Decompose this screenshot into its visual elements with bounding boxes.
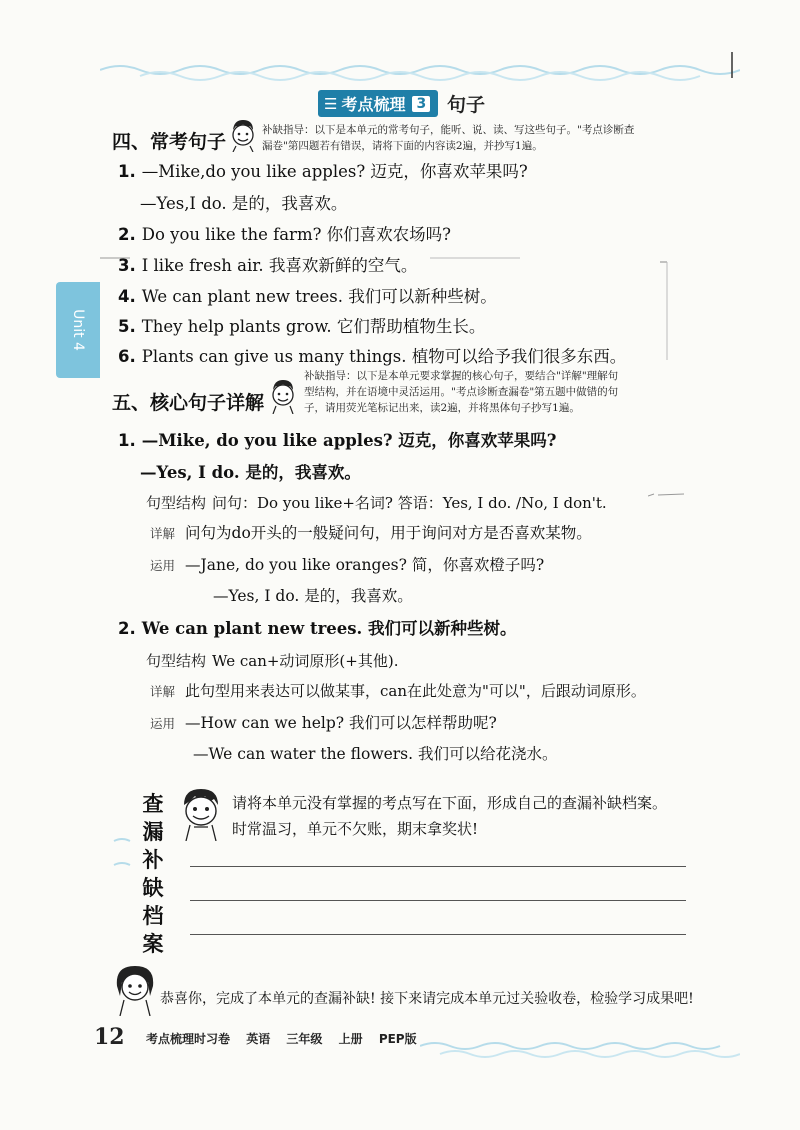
unit-side-tab[interactable] <box>56 282 100 378</box>
usage-example-answer: —We can water the flowers. 我们可以给花浇水。 <box>193 745 558 763</box>
list-item: 5. They help plants grow. 它们帮助植物生长。 <box>118 317 486 336</box>
check-gap-instruction: 请将本单元没有掌握的考点写在下面，形成自己的查漏补缺档案。 <box>232 794 668 812</box>
top-wave-decoration <box>100 52 740 82</box>
student-face-icon <box>228 118 258 152</box>
explanation: 详解 问句为do开头的一般疑问句，用于询问对方是否喜欢某物。 <box>150 524 592 542</box>
side-dash-decoration <box>112 835 136 875</box>
writing-line[interactable] <box>190 900 686 901</box>
scan-mark <box>648 490 688 500</box>
section-tag-label: 考点梳理 <box>341 95 406 114</box>
list-item: 4. We can plant new trees. 我们可以新种些树。 <box>118 287 497 306</box>
student-mascot-icon <box>178 785 224 841</box>
menu-lines-icon: ☰ <box>324 94 338 113</box>
sentence-structure: 句型结构 We can+动词原形(+其他). <box>146 652 399 670</box>
list-item: 2. Do you like the farm? 你们喜欢农场吗? <box>118 225 452 244</box>
list-item: —Yes,I do. 是的，我喜欢。 <box>140 194 348 213</box>
check-gap-motto: 时常温习，单元不欠账，期末拿奖状! <box>232 820 479 838</box>
list-item: 1. —Mike,do you like apples? 迈克，你喜欢苹果吗? <box>118 162 528 181</box>
usage-example-answer: —Yes, I do. 是的，我喜欢。 <box>213 587 413 605</box>
book-title: 考点梳理时习卷 <box>146 1032 231 1046</box>
section5-guide: 补缺指导：以下是本单元要求掌握的核心句子，要结合"详解"理解句 型结构，并在语境中灵活运用。"考点诊断查漏卷"第五题中做错的句 子，请用荧光笔标记出来，读2遍，并将黑体句子抄写1遍。 <box>304 370 619 414</box>
page-number: 12 <box>94 1024 125 1050</box>
list-item: 6. Plants can give us many things. 植物可以给予我们很多东西。 <box>118 347 627 366</box>
usage-example: 运用 —Jane, do you like oranges? 简，你喜欢橙子吗? <box>150 556 545 574</box>
usage-example: 运用 —How can we help? 我们可以怎样帮助呢? <box>150 714 497 732</box>
core-sentence-1-answer: —Yes, I do. 是的，我喜欢。 <box>140 463 361 482</box>
list-item: 3. I like fresh air. 我喜欢新鲜的空气。 <box>118 256 418 275</box>
book-subject: 英语 <box>246 1032 271 1046</box>
bottom-wave-decoration <box>420 1036 740 1062</box>
sentence-structure: 句型结构 问句：Do you like+名词? 答语：Yes, I do. /No, I don't. <box>146 494 607 512</box>
section-tag <box>318 90 438 117</box>
section5-title: 五、核心句子详解 <box>112 392 265 414</box>
section-tag-number: 3 <box>412 96 430 112</box>
writing-line[interactable] <box>190 866 686 867</box>
girl-mascot-icon <box>112 962 158 1016</box>
writing-line[interactable] <box>190 934 686 935</box>
scan-line-decoration <box>100 250 680 380</box>
book-edition: PEP版 <box>378 1032 417 1046</box>
book-info <box>146 1030 429 1047</box>
book-term: 上册 <box>338 1032 363 1046</box>
core-sentence-2: 2. We can plant new trees. 我们可以新种些树。 <box>118 619 517 638</box>
explanation: 详解 此句型用来表达可以做某事，can在此处意为"可以"，后跟动词原形。 <box>150 682 646 700</box>
page-title: 句子 <box>447 94 486 116</box>
check-gap-vertical-title: 查 漏 补 缺 档 案 <box>142 792 164 956</box>
section4-title: 四、常考句子 <box>112 131 227 153</box>
congratulation-message: 恭喜你，完成了本单元的查漏补缺! 接下来请完成本单元过关验收卷，检验学习成果吧! <box>160 991 694 1007</box>
core-sentence-1: 1. —Mike, do you like apples? 迈克，你喜欢苹果吗? <box>118 431 557 450</box>
student-face-icon <box>268 378 298 414</box>
unit-side-tab-label: Unit 4 <box>69 309 86 351</box>
book-grade: 三年级 <box>286 1032 323 1046</box>
section4-guide: 补缺指导：以下是本单元的常考句子，能听、说、读、写这些句子。"考点诊断查 漏卷"第四题若有错误，请将下面的内容读2遍，并抄写1遍。 <box>262 124 635 152</box>
